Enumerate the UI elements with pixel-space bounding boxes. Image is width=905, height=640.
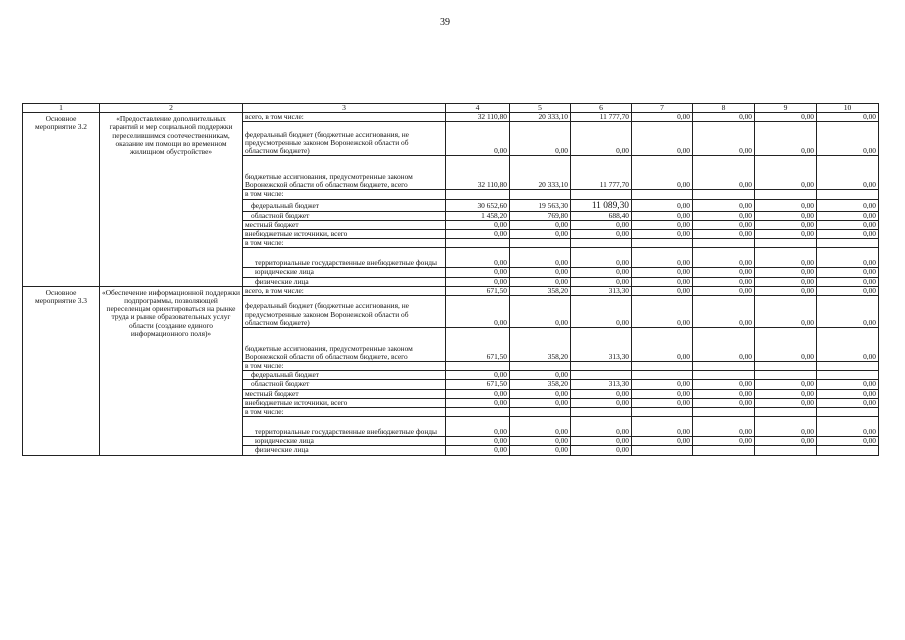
funding-source-label: физические лица: [243, 277, 446, 286]
amount-cell: 0,00: [693, 328, 755, 362]
amount-cell: 0,00: [693, 211, 755, 220]
funding-source-label: в том числе:: [243, 408, 446, 417]
amount-cell: [510, 362, 571, 371]
amount-cell: 0,00: [632, 156, 693, 190]
column-header-4: 4: [446, 104, 510, 113]
amount-cell: 0,00: [755, 380, 817, 389]
amount-cell: [632, 408, 693, 417]
amount-cell: 0,00: [693, 248, 755, 268]
amount-cell: 0,00: [632, 268, 693, 277]
amount-cell: 0,00: [632, 389, 693, 398]
amount-cell: 0,00: [632, 398, 693, 407]
amount-cell: 0,00: [632, 437, 693, 446]
amount-cell: [693, 408, 755, 417]
funding-source-label: в том числе:: [243, 190, 446, 199]
funding-source-label: в том числе:: [243, 239, 446, 248]
amount-cell: [571, 362, 632, 371]
amount-cell: 0,00: [755, 211, 817, 220]
funding-source-label: федеральный бюджет: [243, 199, 446, 211]
amount-cell: 0,00: [632, 220, 693, 229]
funding-source-label: бюджетные ассигнования, предусмотренные законом Воронежской области об областном бюджете, всего: [243, 156, 446, 190]
table-body: [23, 104, 879, 456]
column-header-2: 2: [100, 104, 243, 113]
amount-cell: 0,00: [571, 389, 632, 398]
amount-cell: 11 777,70: [571, 156, 632, 190]
amount-cell: 0,00: [571, 277, 632, 286]
amount-cell: 0,00: [693, 268, 755, 277]
amount-cell: 0,00: [571, 122, 632, 156]
amount-cell: 0,00: [510, 437, 571, 446]
funding-source-label: территориальные государственные внебюджетные фонды: [243, 417, 446, 437]
amount-cell: 0,00: [571, 248, 632, 268]
amount-cell: 0,00: [571, 446, 632, 455]
table-row: [23, 113, 879, 122]
amount-cell: 0,00: [446, 220, 510, 229]
measure-name-cell: «Предоставление дополнительных гарантий и мер социальной поддержки переселившимся соотечественникам, оказание им помощи во временном жилищном обустройстве»: [100, 113, 243, 287]
amount-cell: [446, 362, 510, 371]
amount-cell: 0,00: [510, 446, 571, 455]
funding-source-label: физические лица: [243, 446, 446, 455]
amount-cell: [817, 362, 879, 371]
amount-cell: 671,50: [446, 286, 510, 295]
amount-cell: [571, 371, 632, 380]
amount-cell: 0,00: [817, 199, 879, 211]
amount-cell: 769,80: [510, 211, 571, 220]
amount-cell: 0,00: [755, 199, 817, 211]
amount-cell: [446, 239, 510, 248]
amount-cell: 0,00: [510, 122, 571, 156]
amount-cell: [632, 190, 693, 199]
funding-source-label: федеральный бюджет (бюджетные ассигнования, не предусмотренные законом Воронежской области об областном бюджете): [243, 122, 446, 156]
funding-source-label: федеральный бюджет (бюджетные ассигнования, не предусмотренные законом Воронежской области об областном бюджете): [243, 296, 446, 328]
amount-cell: 0,00: [693, 230, 755, 239]
amount-cell: 0,00: [446, 248, 510, 268]
funding-source-label: внебюджетные источники, всего: [243, 398, 446, 407]
page-number: 39: [440, 17, 450, 28]
amount-cell: 0,00: [755, 277, 817, 286]
amount-cell: 0,00: [571, 230, 632, 239]
amount-cell: 0,00: [755, 296, 817, 328]
amount-cell: [510, 239, 571, 248]
amount-cell: 0,00: [817, 248, 879, 268]
amount-cell: 0,00: [632, 248, 693, 268]
funding-source-label: местный бюджет: [243, 220, 446, 229]
amount-cell: 0,00: [510, 248, 571, 268]
amount-cell: 0,00: [817, 122, 879, 156]
amount-cell: 0,00: [693, 199, 755, 211]
amount-cell: [693, 190, 755, 199]
amount-cell: 0,00: [817, 398, 879, 407]
table-row: [23, 286, 879, 295]
measure-name-cell: «Обеспечение информационной поддержки подпрограммы, позволяющей переселенцам ориентироваться на рынке труда и рынке образовательных услуг области (создание единого информационного поля)»: [100, 286, 243, 455]
funding-source-label: областной бюджет: [243, 380, 446, 389]
amount-cell: 0,00: [446, 268, 510, 277]
amount-cell: 0,00: [632, 211, 693, 220]
amount-cell: 32 110,80: [446, 156, 510, 190]
amount-cell: [510, 190, 571, 199]
amount-cell: 0,00: [693, 389, 755, 398]
amount-cell: 0,00: [817, 113, 879, 122]
amount-cell: [755, 190, 817, 199]
amount-cell: 0,00: [510, 220, 571, 229]
funding-source-label: в том числе:: [243, 362, 446, 371]
amount-cell: 0,00: [632, 417, 693, 437]
amount-cell: [510, 408, 571, 417]
amount-cell: 20 333,10: [510, 113, 571, 122]
amount-cell: 0,00: [446, 230, 510, 239]
amount-cell: 0,00: [817, 389, 879, 398]
amount-cell: 0,00: [632, 380, 693, 389]
amount-cell: 0,00: [510, 277, 571, 286]
column-header-8: 8: [693, 104, 755, 113]
amount-cell: [693, 371, 755, 380]
amount-cell: 0,00: [817, 286, 879, 295]
amount-cell: 0,00: [571, 296, 632, 328]
amount-cell: 0,00: [755, 328, 817, 362]
amount-cell: 0,00: [817, 277, 879, 286]
amount-cell: 0,00: [693, 277, 755, 286]
amount-cell: 0,00: [693, 220, 755, 229]
funding-source-label: всего, в том числе:: [243, 286, 446, 295]
amount-cell: 0,00: [693, 417, 755, 437]
funding-source-label: юридические лица: [243, 268, 446, 277]
column-header-5: 5: [510, 104, 571, 113]
amount-cell: [817, 371, 879, 380]
amount-cell: [755, 239, 817, 248]
amount-cell: [817, 190, 879, 199]
amount-cell: 358,20: [510, 286, 571, 295]
funding-source-label: местный бюджет: [243, 389, 446, 398]
measure-code-cell: Основное мероприятие 3.2: [23, 113, 100, 287]
amount-cell: 32 110,80: [446, 113, 510, 122]
amount-cell: 30 652,60: [446, 199, 510, 211]
amount-cell: 0,00: [510, 230, 571, 239]
amount-cell: [755, 446, 817, 455]
amount-cell: 0,00: [817, 211, 879, 220]
amount-cell: 0,00: [510, 398, 571, 407]
amount-cell: [571, 408, 632, 417]
amount-cell: 0,00: [755, 248, 817, 268]
funding-source-label: территориальные государственные внебюджетные фонды: [243, 248, 446, 268]
amount-cell: 0,00: [571, 437, 632, 446]
amount-cell: 0,00: [693, 286, 755, 295]
amount-cell: 0,00: [755, 230, 817, 239]
column-header-6: 6: [571, 104, 632, 113]
amount-cell: [693, 362, 755, 371]
amount-cell: 358,20: [510, 328, 571, 362]
amount-cell: 0,00: [446, 371, 510, 380]
amount-cell: 0,00: [632, 286, 693, 295]
amount-cell: [817, 446, 879, 455]
amount-cell: 0,00: [755, 268, 817, 277]
amount-cell: 0,00: [446, 437, 510, 446]
amount-cell: [632, 446, 693, 455]
amount-cell: 0,00: [755, 286, 817, 295]
amount-cell: 0,00: [755, 417, 817, 437]
amount-cell: 11 089,30: [571, 199, 632, 211]
amount-cell: 671,50: [446, 380, 510, 389]
amount-cell: 0,00: [755, 437, 817, 446]
amount-cell: [571, 239, 632, 248]
amount-cell: 1 458,20: [446, 211, 510, 220]
amount-cell: 0,00: [446, 277, 510, 286]
amount-cell: 0,00: [693, 113, 755, 122]
amount-cell: 0,00: [632, 277, 693, 286]
amount-cell: 0,00: [632, 230, 693, 239]
amount-cell: 0,00: [817, 230, 879, 239]
amount-cell: 0,00: [755, 122, 817, 156]
amount-cell: [446, 408, 510, 417]
amount-cell: 313,30: [571, 328, 632, 362]
funding-source-label: юридические лица: [243, 437, 446, 446]
column-header-7: 7: [632, 104, 693, 113]
amount-cell: 0,00: [510, 371, 571, 380]
amount-cell: 0,00: [446, 389, 510, 398]
amount-cell: 20 333,10: [510, 156, 571, 190]
amount-cell: [755, 362, 817, 371]
amount-cell: 11 777,70: [571, 113, 632, 122]
amount-cell: 0,00: [571, 417, 632, 437]
amount-cell: [571, 190, 632, 199]
column-header-row: [23, 104, 879, 113]
column-header-1: 1: [23, 104, 100, 113]
amount-cell: 0,00: [632, 113, 693, 122]
amount-cell: 0,00: [571, 398, 632, 407]
amount-cell: 358,20: [510, 380, 571, 389]
funding-source-label: внебюджетные источники, всего: [243, 230, 446, 239]
column-header-9: 9: [755, 104, 817, 113]
amount-cell: 0,00: [510, 268, 571, 277]
funding-source-label: федеральный бюджет: [243, 371, 446, 380]
amount-cell: 0,00: [632, 296, 693, 328]
amount-cell: 0,00: [755, 398, 817, 407]
amount-cell: 0,00: [817, 328, 879, 362]
amount-cell: 0,00: [446, 446, 510, 455]
amount-cell: [446, 190, 510, 199]
amount-cell: 0,00: [817, 380, 879, 389]
measure-code-cell: Основное мероприятие 3.3: [23, 286, 100, 455]
amount-cell: 0,00: [693, 437, 755, 446]
funding-source-label: всего, в том числе:: [243, 113, 446, 122]
amount-cell: 0,00: [755, 113, 817, 122]
amount-cell: 0,00: [817, 296, 879, 328]
amount-cell: 0,00: [510, 417, 571, 437]
column-header-3: 3: [243, 104, 446, 113]
amount-cell: 0,00: [632, 199, 693, 211]
amount-cell: 0,00: [693, 296, 755, 328]
amount-cell: 0,00: [632, 328, 693, 362]
funding-source-label: областной бюджет: [243, 211, 446, 220]
budget-table: [22, 103, 879, 456]
amount-cell: 0,00: [571, 268, 632, 277]
amount-cell: 0,00: [446, 122, 510, 156]
amount-cell: 0,00: [632, 122, 693, 156]
amount-cell: 671,50: [446, 328, 510, 362]
amount-cell: [632, 362, 693, 371]
amount-cell: [693, 239, 755, 248]
amount-cell: 0,00: [817, 156, 879, 190]
amount-cell: 0,00: [446, 296, 510, 328]
amount-cell: 313,30: [571, 380, 632, 389]
amount-cell: [755, 371, 817, 380]
amount-cell: 0,00: [446, 417, 510, 437]
amount-cell: [817, 239, 879, 248]
amount-cell: 313,30: [571, 286, 632, 295]
amount-cell: [755, 408, 817, 417]
amount-cell: 0,00: [693, 156, 755, 190]
amount-cell: 688,40: [571, 211, 632, 220]
amount-cell: 0,00: [510, 296, 571, 328]
amount-cell: 0,00: [510, 389, 571, 398]
amount-cell: 0,00: [817, 268, 879, 277]
amount-cell: 0,00: [693, 122, 755, 156]
funding-source-label: бюджетные ассигнования, предусмотренные законом Воронежской области об областном бюджете, всего: [243, 328, 446, 362]
amount-cell: 0,00: [817, 417, 879, 437]
amount-cell: 0,00: [755, 220, 817, 229]
amount-cell: 0,00: [817, 437, 879, 446]
amount-cell: 0,00: [817, 220, 879, 229]
amount-cell: [632, 239, 693, 248]
amount-cell: [632, 371, 693, 380]
amount-cell: 0,00: [446, 398, 510, 407]
amount-cell: [693, 446, 755, 455]
amount-cell: 0,00: [755, 389, 817, 398]
column-header-10: 10: [817, 104, 879, 113]
amount-cell: 0,00: [755, 156, 817, 190]
amount-cell: 0,00: [693, 398, 755, 407]
amount-cell: 19 563,30: [510, 199, 571, 211]
amount-cell: 0,00: [571, 220, 632, 229]
amount-cell: 0,00: [693, 380, 755, 389]
amount-cell: [817, 408, 879, 417]
